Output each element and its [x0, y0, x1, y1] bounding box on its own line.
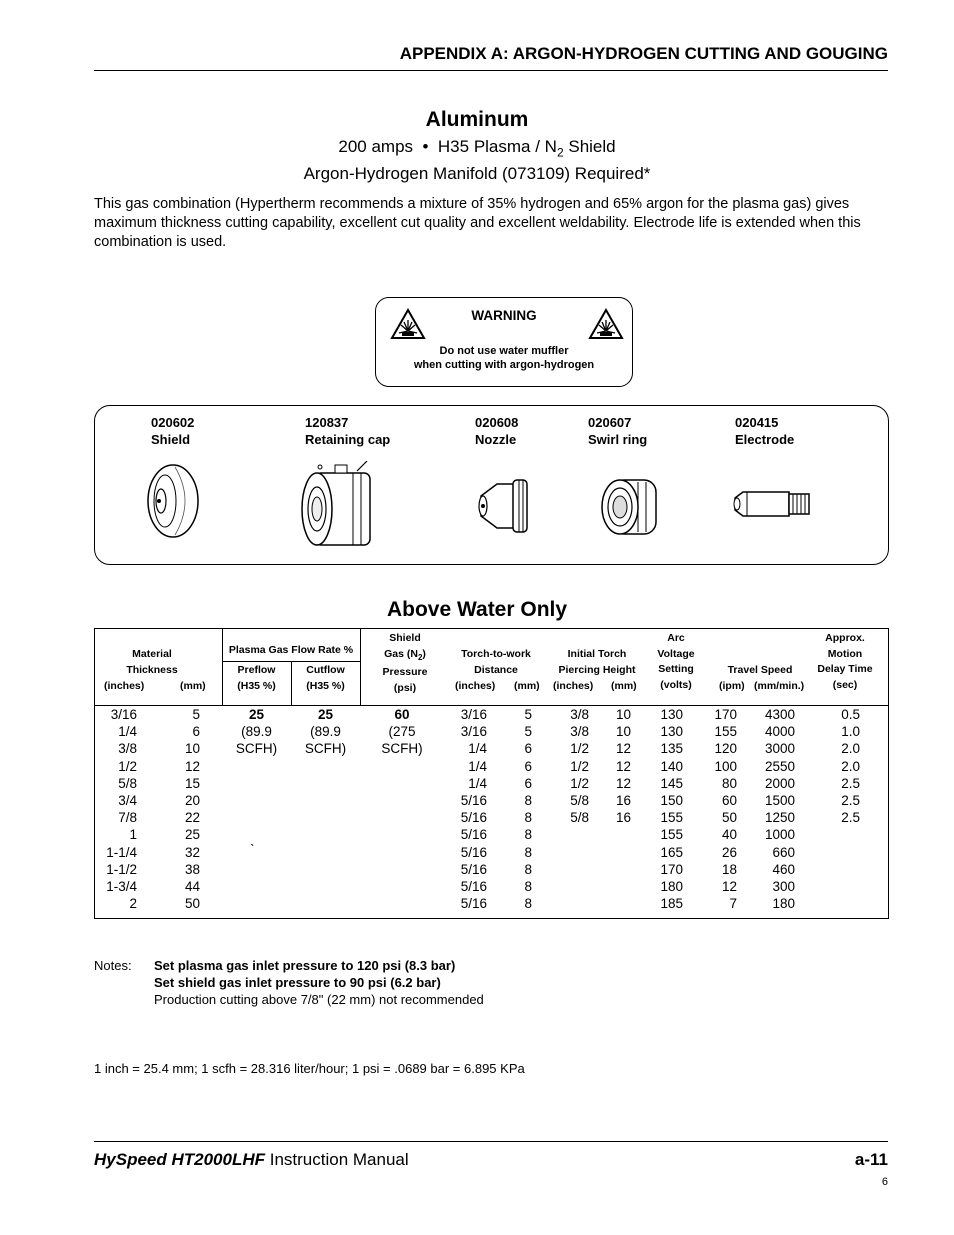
table-cell: (89.9 — [310, 724, 341, 740]
header-shield-pressure — [367, 631, 443, 696]
column-speed-mm-min — [755, 706, 795, 912]
column-divider — [360, 629, 361, 705]
table-cell: 170 — [660, 861, 683, 877]
table-cell: 25 — [184, 827, 200, 843]
header-cutflow — [291, 663, 360, 694]
table-cell: 3/8 — [570, 724, 589, 740]
header-arc-label: Arc — [667, 632, 685, 644]
table-cell: 8 — [524, 810, 532, 826]
table-cell: 1/4 — [468, 775, 487, 791]
electrode-part-illustration — [731, 488, 813, 520]
header-shield-gas-text: Gas (N — [384, 647, 418, 660]
table-cell: 8 — [524, 827, 532, 843]
table-cell: 12 — [184, 758, 200, 774]
header-shield-gas-subscript: 2 — [417, 652, 423, 662]
header-torch-to-work — [449, 647, 543, 678]
table-cell: 1 — [129, 827, 137, 843]
footer-rule — [94, 1141, 888, 1142]
subtitle-gas-subscript: 2 — [556, 145, 564, 160]
part-number: 020608 — [475, 415, 519, 430]
column-pierce-inches — [555, 706, 589, 826]
table-cell: 2.0 — [841, 758, 860, 774]
column-cutflow — [291, 706, 360, 758]
header-preflow — [222, 663, 291, 694]
table-cell: (89.9 — [241, 724, 272, 740]
table-cell: 145 — [660, 775, 683, 791]
table-cell: 22 — [184, 810, 200, 826]
table-cell: 5 — [192, 707, 200, 722]
table-cell: 6 — [524, 775, 532, 791]
table-cell: 8 — [524, 861, 532, 877]
header-shield-gas — [367, 647, 443, 666]
header-mm: (mm) — [180, 680, 206, 692]
table-cell: 1.0 — [841, 724, 860, 740]
table-cell: 16 — [615, 793, 631, 809]
table-cell: 32 — [184, 844, 200, 860]
table-cell: 5/8 — [118, 775, 137, 791]
column-torch-mm — [505, 706, 532, 912]
table-cell: 185 — [660, 896, 683, 912]
subtitle-gas: H35 Plasma / N — [437, 137, 557, 156]
subtitle-amps: 200 amps — [338, 137, 414, 156]
header-motion-label: Motion — [827, 647, 863, 660]
note-shield-inlet: Set shield gas inlet pressure to 90 psi (6.2 bar) — [154, 975, 441, 990]
column-delay — [835, 706, 860, 826]
consumable-parts-box — [94, 405, 889, 565]
header-material — [95, 647, 209, 678]
table-cell: 130 — [660, 724, 683, 740]
column-preflow — [222, 706, 291, 758]
header-pierce-inches: (inches) — [553, 680, 594, 692]
part-name: Nozzle — [475, 432, 517, 447]
table-cell: SCFH) — [381, 741, 423, 757]
part-name: Retaining cap — [305, 432, 391, 447]
table-cell: 5/16 — [460, 793, 487, 809]
table-cell: 5 — [524, 724, 532, 740]
table-cell: 1/2 — [118, 758, 137, 774]
table-cell: 8 — [524, 793, 532, 809]
table-cell: 2000 — [764, 775, 795, 791]
table-cell: 3/16 — [110, 707, 137, 722]
table-cell: 3/16 — [460, 707, 487, 722]
table-cell: 155 — [660, 810, 683, 826]
subtitle-manifold: Argon-Hydrogen Manifold (073109) Required* — [303, 164, 651, 183]
table-cell: 40 — [721, 827, 737, 843]
table-cell: 5/8 — [570, 793, 589, 809]
table-cell: 1-1/4 — [106, 844, 137, 860]
table-cell: 4300 — [764, 707, 795, 722]
header-delay-label: Delay Time — [817, 663, 873, 675]
table-cell: 155 — [660, 827, 683, 843]
table-cell: 5 — [524, 707, 532, 722]
table-cell: 180 — [772, 896, 795, 912]
stray-mark: ` — [250, 842, 255, 857]
table-cell: 2.5 — [841, 775, 860, 791]
column-shield-pressure — [367, 706, 437, 758]
column-thickness-mm — [155, 706, 200, 912]
table-cell: 130 — [660, 707, 683, 722]
header-distance-label: Distance — [474, 663, 518, 676]
header-pierce-height-label: Piercing Height — [558, 663, 636, 676]
table-cell: 18 — [721, 861, 737, 877]
table-cell: 6 — [524, 741, 532, 757]
notes-list — [154, 957, 484, 1008]
table-cell: 10 — [615, 724, 631, 740]
part-number: 120837 — [305, 415, 349, 430]
table-cell: 4000 — [764, 724, 795, 740]
header-preflow-unit: (H35 %) — [237, 679, 276, 692]
part-retaining-cap — [305, 414, 390, 448]
header-cutflow-label: Cutflow — [306, 664, 345, 676]
table-cell: 16 — [615, 810, 631, 826]
header-pressure-label: Pressure — [382, 666, 428, 679]
header-torch-mm: (mm) — [514, 680, 540, 692]
table-cell: 3/16 — [460, 724, 487, 740]
header-voltage-label: Voltage — [657, 647, 695, 660]
header-travel-speed: Travel Speed — [727, 664, 793, 676]
header-mm-min: (mm/min.) — [754, 680, 805, 692]
header-material-label: Material — [132, 648, 172, 660]
table-cell: 1/2 — [570, 741, 589, 757]
note-plasma-inlet: Set plasma gas inlet pressure to 120 psi (8.3 bar) — [154, 958, 456, 973]
table-cell: 1250 — [764, 810, 795, 826]
part-nozzle — [475, 414, 518, 448]
note-production-cutting: Production cutting above 7/8" (22 mm) not recommended — [154, 992, 484, 1007]
table-cell: 5/16 — [460, 827, 487, 843]
header-arc-voltage — [647, 631, 705, 693]
table-cell: 38 — [184, 861, 200, 877]
part-name: Electrode — [735, 432, 795, 447]
table-cell: 50 — [184, 896, 200, 912]
subtitle-bullet: • — [422, 137, 429, 156]
footer-manual: Instruction Manual — [265, 1150, 409, 1169]
table-cell: 120 — [714, 741, 737, 757]
subtitle-gas-suffix: Shield — [563, 137, 616, 156]
table-cell: 12 — [615, 741, 631, 757]
table-cell: 165 — [660, 844, 683, 860]
header-pierce-label: Initial Torch — [567, 648, 627, 660]
table-cell: 1/2 — [570, 775, 589, 791]
part-name: Shield — [151, 432, 191, 447]
part-number: 020602 — [151, 415, 195, 430]
footer-brand: HySpeed HT2000LHF — [94, 1150, 265, 1169]
table-cell: 7 — [729, 896, 737, 912]
header-torch-inches: (inches) — [455, 680, 496, 692]
table-cell: 80 — [721, 775, 737, 791]
table-cell: SCFH) — [235, 741, 278, 757]
part-number: 020607 — [588, 415, 632, 430]
table-cell: 180 — [660, 879, 683, 895]
table-cell: 140 — [660, 758, 683, 774]
header-thickness-label: Thickness — [126, 663, 178, 676]
subtitle-current-gas — [0, 137, 954, 159]
table-cell: 12 — [615, 758, 631, 774]
table-cell: 100 — [714, 758, 737, 774]
header-piercing-height — [550, 647, 644, 678]
header-setting-label: Setting — [658, 663, 694, 675]
header-shield-gas-close: ) — [422, 647, 426, 660]
header-approx-label: Approx. — [825, 632, 865, 644]
table-cell: 170 — [714, 707, 737, 722]
column-torch-inches — [445, 706, 487, 912]
table-cell: 1/4 — [118, 724, 137, 740]
table-cell: 1-3/4 — [106, 879, 137, 895]
warning-line-2: when cutting with argon-hydrogen — [413, 359, 595, 371]
page-title: Aluminum — [425, 108, 529, 131]
table-cell: 15 — [184, 775, 200, 791]
warning-title: WARNING — [471, 308, 537, 323]
part-electrode — [735, 414, 794, 448]
section-title: Above Water Only — [386, 598, 568, 621]
table-cell: 25 — [317, 707, 334, 722]
header-ipm: (ipm) — [719, 680, 745, 692]
description-paragraph: This gas combination (Hypertherm recommends a mixture of 35% hydrogen and 65% argon for the plasma gas) gives maximum thickness cutting capability, excellent cut quality and excellent weldability. Electrode life is extended when this combination is used. — [94, 196, 861, 250]
table-cell: 3/4 — [118, 793, 137, 809]
table-cell: 1000 — [764, 827, 795, 843]
table-cell: 10 — [615, 707, 631, 722]
table-cell: 1-1/2 — [106, 861, 137, 877]
table-cell: 5/8 — [570, 810, 589, 826]
table-cell: 10 — [184, 741, 200, 757]
conversion-note: 1 inch = 25.4 mm; 1 scfh = 28.316 liter/hour; 1 psi = .0689 bar = 6.895 KPa — [94, 1061, 525, 1076]
table-cell: 8 — [524, 879, 532, 895]
table-cell: 5/16 — [460, 861, 487, 877]
table-cell: 1500 — [764, 793, 795, 809]
appendix-title: APPENDIX A: ARGON-HYDROGEN CUTTING AND GOUGING — [399, 44, 888, 63]
table-cell: 6 — [524, 758, 532, 774]
table-cell: 7/8 — [118, 810, 137, 826]
table-cell: 135 — [660, 741, 683, 757]
table-cell: 2.0 — [841, 741, 860, 757]
table-cell: 0.5 — [841, 707, 860, 722]
header-plasma-flow: Plasma Gas Flow Rate % — [228, 644, 354, 656]
table-cell: 300 — [772, 879, 795, 895]
table-cell: 25 — [248, 707, 265, 722]
footer-manual-title — [94, 1150, 409, 1170]
header-inches: (inches) — [104, 680, 145, 692]
table-cell: 460 — [772, 861, 795, 877]
table-cell: 2 — [129, 896, 137, 912]
warning-line-1: Do not use water muffler — [439, 345, 569, 357]
table-cell: 20 — [184, 793, 200, 809]
header-pierce-mm: (mm) — [611, 680, 637, 692]
part-number: 020415 — [735, 415, 779, 430]
column-arc-voltage — [655, 706, 683, 912]
nozzle-part-illustration — [475, 476, 535, 536]
warning-box — [375, 297, 633, 387]
table-cell: 8 — [524, 844, 532, 860]
header-preflow-label: Preflow — [237, 664, 276, 676]
column-pierce-mm — [605, 706, 631, 826]
table-cell: 5/16 — [460, 879, 487, 895]
table-cell: 1/4 — [468, 741, 487, 757]
table-cell: 5/16 — [460, 896, 487, 912]
table-cell: SCFH) — [304, 741, 347, 757]
header-sec-label: (sec) — [832, 678, 858, 691]
table-cell: 60 — [394, 707, 410, 722]
header-psi-label: (psi) — [393, 681, 417, 694]
part-swirl-ring — [588, 414, 647, 448]
table-cell: 2.5 — [841, 793, 860, 809]
table-cell: 26 — [721, 844, 737, 860]
table-cell: 6 — [192, 724, 200, 740]
table-cell: 2.5 — [841, 810, 860, 826]
header-rule — [94, 70, 888, 71]
table-cell: 12 — [615, 775, 631, 791]
warning-text — [376, 344, 632, 372]
header-volts-label: (volts) — [660, 678, 692, 691]
header-shield-label: Shield — [389, 632, 421, 644]
part-name: Swirl ring — [588, 432, 648, 447]
table-cell: 155 — [714, 724, 737, 740]
table-cell: (275 — [388, 724, 416, 740]
retaining-cap-part-illustration — [295, 461, 385, 551]
table-cell: 1/2 — [570, 758, 589, 774]
table-cell: 3/8 — [570, 707, 589, 722]
shield-part-illustration — [145, 461, 205, 541]
page-number: 6 — [881, 1176, 888, 1188]
table-cell: 12 — [721, 879, 737, 895]
header-motion-delay — [809, 631, 881, 693]
table-cell: 660 — [772, 844, 795, 860]
table-cell: 150 — [660, 793, 683, 809]
swirl-ring-part-illustration — [598, 476, 663, 538]
column-thickness-inches — [95, 706, 137, 912]
table-cell: 3000 — [764, 741, 795, 757]
cut-chart-table — [94, 628, 889, 919]
header-torch-label: Torch-to-work — [461, 648, 531, 660]
part-shield — [151, 414, 194, 448]
footer-page-code: a-11 — [854, 1150, 888, 1169]
table-cell: 2550 — [764, 758, 795, 774]
table-cell: 8 — [524, 896, 532, 912]
table-cell: 5/16 — [460, 844, 487, 860]
table-cell: 3/8 — [118, 741, 137, 757]
table-cell: 5/16 — [460, 810, 487, 826]
table-cell: 50 — [721, 810, 737, 826]
column-speed-ipm — [707, 706, 737, 912]
header-cutflow-unit: (H35 %) — [306, 679, 345, 692]
table-cell: 60 — [721, 793, 737, 809]
notes-label: Notes: — [94, 958, 132, 973]
table-cell: 1/4 — [468, 758, 487, 774]
table-cell: 44 — [184, 879, 200, 895]
